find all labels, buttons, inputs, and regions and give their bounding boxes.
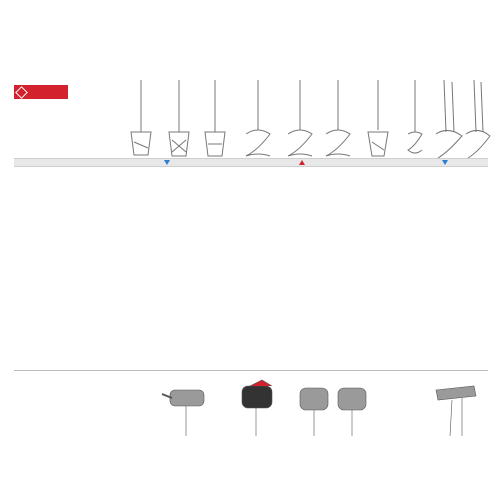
- paddle-7-icon: [368, 80, 388, 156]
- mixer-5-icon: [436, 386, 476, 436]
- paddles-illustration: [0, 60, 500, 168]
- paddle-1-icon: [131, 80, 151, 155]
- direction-up-badge: [299, 160, 307, 165]
- direction-band: [14, 158, 488, 167]
- mixers-illustration: [0, 378, 500, 458]
- paddle-3-icon: [205, 80, 225, 156]
- mixer-3-icon: [300, 388, 328, 436]
- paddle-10-icon: [466, 80, 490, 158]
- paddle-5-icon: [288, 80, 312, 156]
- mixer-1-icon: [162, 390, 204, 436]
- paddle-2-icon: [169, 80, 189, 156]
- paddle-4-icon: [246, 80, 270, 156]
- mixer-2-icon: [242, 380, 272, 436]
- arrow-down-icon: [164, 160, 170, 165]
- direction-down-badge: [164, 160, 172, 165]
- paddle-9-icon: [436, 80, 462, 158]
- direction-down2-badge: [442, 160, 450, 165]
- arrow-up-icon: [299, 160, 305, 165]
- arrow-down-icon: [442, 160, 448, 165]
- paddle-6-icon: [326, 80, 350, 156]
- paddle-8-icon: [408, 80, 422, 153]
- mixer-4-icon: [338, 388, 366, 436]
